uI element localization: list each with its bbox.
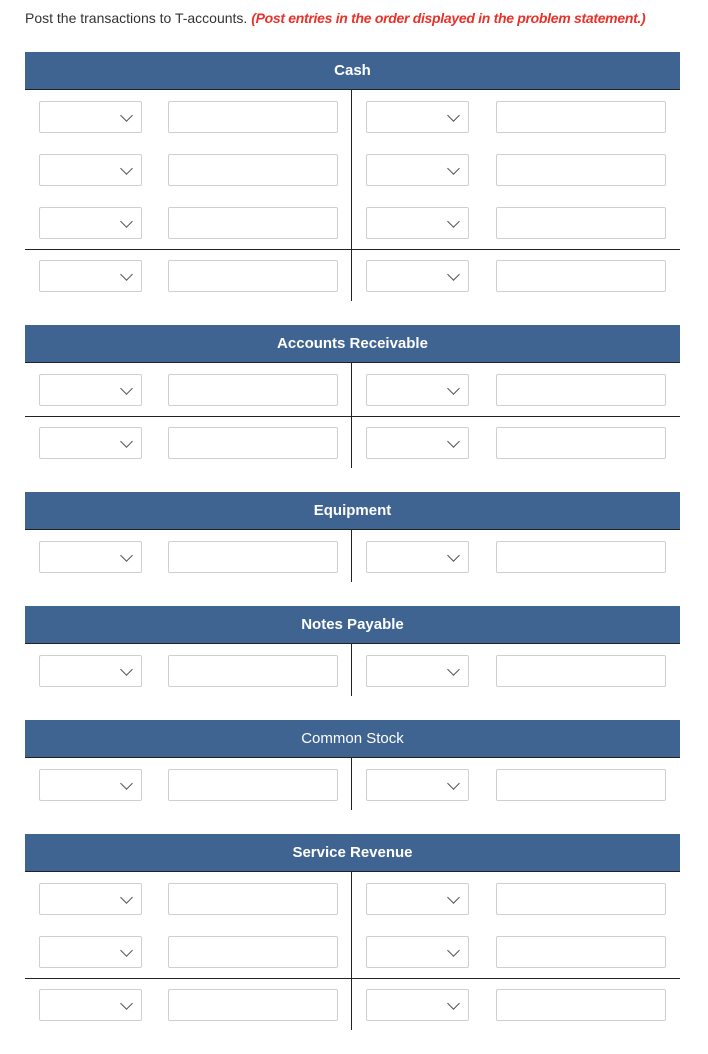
credit-amount-input[interactable]	[496, 883, 666, 915]
credit-transaction-select[interactable]	[366, 769, 469, 801]
t-account-accounts-receivable	[25, 325, 680, 468]
credit-transaction-select[interactable]	[366, 427, 469, 459]
credit-transaction-select[interactable]	[366, 989, 469, 1021]
debit-transaction-select[interactable]	[39, 260, 142, 292]
credit-amount-input[interactable]	[496, 374, 666, 406]
chevron-down-icon	[447, 215, 460, 228]
entry-row	[25, 655, 680, 687]
account-title: Equipment	[25, 492, 680, 530]
balance-row	[25, 260, 680, 292]
entry-row	[25, 207, 680, 239]
credit-amount-input[interactable]	[496, 427, 666, 459]
balance-row	[25, 989, 680, 1021]
chevron-down-icon	[120, 162, 133, 175]
chevron-down-icon	[120, 215, 133, 228]
credit-transaction-select[interactable]	[366, 541, 469, 573]
debit-amount-input[interactable]	[168, 154, 338, 186]
account-body	[25, 90, 680, 301]
debit-transaction-select[interactable]	[39, 101, 142, 133]
account-title: Service Revenue	[25, 834, 680, 872]
credit-amount-input[interactable]	[496, 655, 666, 687]
t-account-service-revenue	[25, 834, 680, 1030]
account-body	[25, 363, 680, 468]
chevron-down-icon	[447, 663, 460, 676]
credit-transaction-select[interactable]	[366, 101, 469, 133]
debit-transaction-select[interactable]	[39, 655, 142, 687]
total-divider	[25, 249, 680, 250]
chevron-down-icon	[447, 997, 460, 1010]
debit-transaction-select[interactable]	[39, 769, 142, 801]
credit-transaction-select[interactable]	[366, 154, 469, 186]
credit-amount-input[interactable]	[496, 541, 666, 573]
entry-row	[25, 769, 680, 801]
debit-amount-input[interactable]	[168, 101, 338, 133]
debit-transaction-select[interactable]	[39, 936, 142, 968]
entry-row	[25, 936, 680, 968]
instructions	[25, 10, 645, 26]
total-divider	[25, 416, 680, 417]
entry-row	[25, 154, 680, 186]
chevron-down-icon	[447, 162, 460, 175]
chevron-down-icon	[120, 997, 133, 1010]
chevron-down-icon	[120, 777, 133, 790]
chevron-down-icon	[447, 382, 460, 395]
account-title: Common Stock	[25, 720, 680, 758]
debit-amount-input[interactable]	[168, 541, 338, 573]
account-body	[25, 758, 680, 810]
t-account-cash	[25, 52, 680, 301]
t-account-common-stock	[25, 720, 680, 810]
account-title: Cash	[25, 52, 680, 90]
debit-transaction-select[interactable]	[39, 883, 142, 915]
chevron-down-icon	[447, 891, 460, 904]
chevron-down-icon	[447, 435, 460, 448]
total-divider	[25, 978, 680, 979]
account-title: Notes Payable	[25, 606, 680, 644]
t-account-equipment	[25, 492, 680, 582]
debit-amount-input[interactable]	[168, 207, 338, 239]
chevron-down-icon	[120, 944, 133, 957]
instruction-text: Post the transactions to T-accounts.	[25, 10, 248, 26]
debit-transaction-select[interactable]	[39, 541, 142, 573]
chevron-down-icon	[447, 109, 460, 122]
entry-row	[25, 541, 680, 573]
chevron-down-icon	[120, 663, 133, 676]
debit-transaction-select[interactable]	[39, 427, 142, 459]
credit-transaction-select[interactable]	[366, 655, 469, 687]
credit-amount-input[interactable]	[496, 207, 666, 239]
debit-amount-input[interactable]	[168, 427, 338, 459]
chevron-down-icon	[120, 435, 133, 448]
credit-amount-input[interactable]	[496, 260, 666, 292]
credit-amount-input[interactable]	[496, 769, 666, 801]
account-body	[25, 872, 680, 1030]
debit-amount-input[interactable]	[168, 936, 338, 968]
debit-transaction-select[interactable]	[39, 374, 142, 406]
t-accounts	[25, 52, 680, 1054]
account-title: Accounts Receivable	[25, 325, 680, 363]
entry-row	[25, 883, 680, 915]
entry-row	[25, 101, 680, 133]
account-body	[25, 644, 680, 696]
chevron-down-icon	[447, 777, 460, 790]
debit-transaction-select[interactable]	[39, 154, 142, 186]
chevron-down-icon	[447, 268, 460, 281]
chevron-down-icon	[447, 944, 460, 957]
credit-amount-input[interactable]	[496, 936, 666, 968]
credit-transaction-select[interactable]	[366, 374, 469, 406]
debit-amount-input[interactable]	[168, 883, 338, 915]
entry-row	[25, 374, 680, 406]
credit-amount-input[interactable]	[496, 101, 666, 133]
t-account-notes-payable	[25, 606, 680, 696]
credit-transaction-select[interactable]	[366, 936, 469, 968]
credit-amount-input[interactable]	[496, 154, 666, 186]
account-body	[25, 530, 680, 582]
credit-transaction-select[interactable]	[366, 260, 469, 292]
chevron-down-icon	[447, 549, 460, 562]
chevron-down-icon	[120, 382, 133, 395]
debit-amount-input[interactable]	[168, 260, 338, 292]
debit-amount-input[interactable]	[168, 374, 338, 406]
credit-transaction-select[interactable]	[366, 883, 469, 915]
chevron-down-icon	[120, 891, 133, 904]
debit-transaction-select[interactable]	[39, 989, 142, 1021]
balance-row	[25, 427, 680, 459]
chevron-down-icon	[120, 268, 133, 281]
instruction-note: (Post entries in the order displayed in the problem statement.)	[251, 10, 646, 26]
chevron-down-icon	[120, 109, 133, 122]
credit-transaction-select[interactable]	[366, 207, 469, 239]
debit-amount-input[interactable]	[168, 769, 338, 801]
debit-amount-input[interactable]	[168, 655, 338, 687]
credit-amount-input[interactable]	[496, 989, 666, 1021]
debit-amount-input[interactable]	[168, 989, 338, 1021]
chevron-down-icon	[120, 549, 133, 562]
debit-transaction-select[interactable]	[39, 207, 142, 239]
